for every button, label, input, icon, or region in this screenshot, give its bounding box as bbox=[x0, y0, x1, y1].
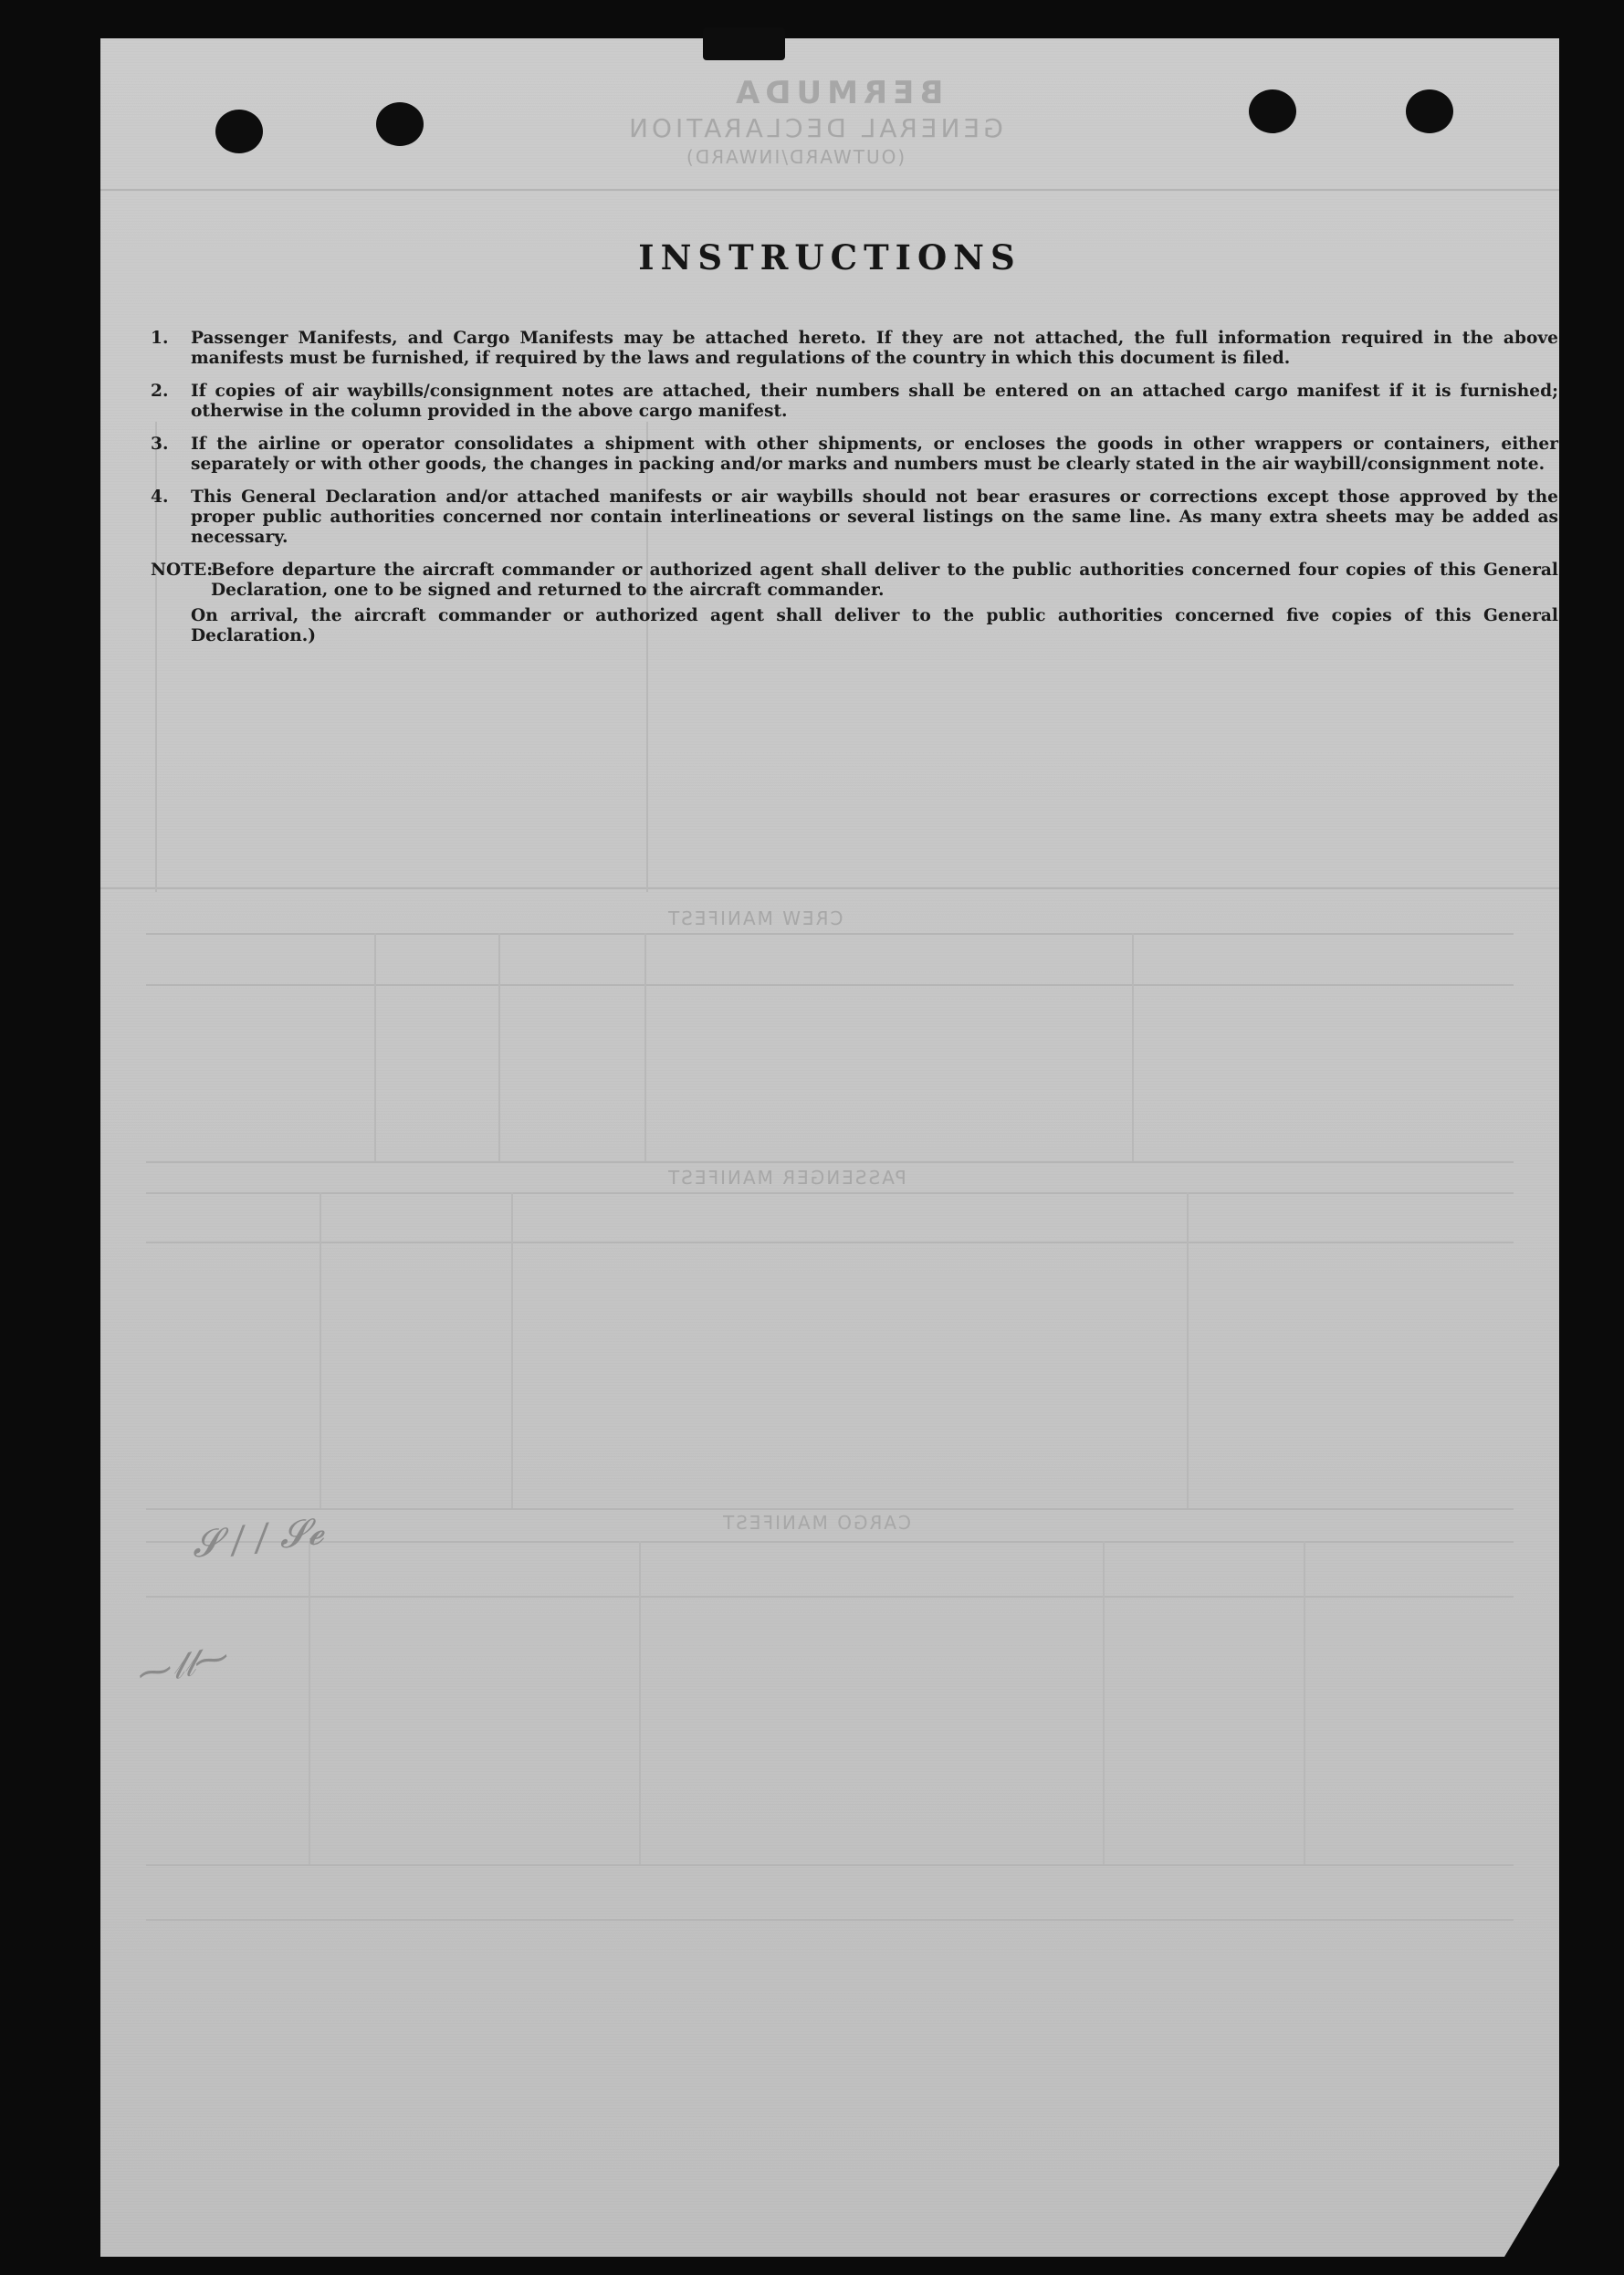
handwritten-signature: ⁓𝓁𝓁⁓ bbox=[133, 1635, 233, 1695]
bleed-column-rule bbox=[1103, 1541, 1105, 1864]
bleed-rule bbox=[146, 1242, 1514, 1243]
handwritten-mark: 𝓢 ∕ ∕ 𝓢𝓮 bbox=[189, 1510, 326, 1567]
bleed-rule bbox=[146, 1919, 1514, 1921]
torn-notch bbox=[703, 27, 785, 60]
instruction-item bbox=[151, 435, 1558, 475]
bleed-rule bbox=[146, 1161, 1514, 1163]
bleed-rule bbox=[146, 1596, 1514, 1598]
instruction-text: If copies of air waybills/consignment notes are attached, their numbers shall be entered on an attached cargo manifest if it is furnished; otherwise in the column provided in the above cargo manifest. bbox=[191, 382, 1558, 421]
bleed-column-rule bbox=[511, 1192, 513, 1508]
instruction-text: This General Declaration and/or attached manifests or air waybills should not bear erasures or corrections except those approved by the proper public authorities concerned nor contain interlineations or several listings on the same line. As many extra sheets may be added as necessary. bbox=[191, 488, 1558, 547]
folded-corner bbox=[1504, 2165, 1559, 2257]
bleed-column-rule bbox=[374, 933, 376, 1161]
instruction-number: 2. bbox=[151, 382, 169, 401]
punch-hole-left-1 bbox=[215, 110, 263, 153]
note-indent bbox=[151, 606, 191, 646]
document-sheet bbox=[100, 38, 1559, 2257]
bleed-passenger-manifest: PASSENGER MANIFEST bbox=[666, 1167, 906, 1189]
bleed-column-rule bbox=[1132, 933, 1134, 1161]
bleed-rule bbox=[146, 933, 1514, 935]
instruction-item bbox=[151, 382, 1558, 422]
instruction-text: Passenger Manifests, and Cargo Manifests may be attached hereto. If they are not attached, the full information required in the above manifests must be furnished, if required by the laws and regulations of the country in which this document is filed. bbox=[191, 329, 1558, 368]
note-label: NOTE: bbox=[151, 561, 214, 580]
note-block bbox=[151, 561, 1558, 601]
punch-hole-right-2 bbox=[1406, 89, 1453, 133]
bleed-rule bbox=[100, 887, 1559, 889]
instruction-text: If the airline or operator consolidates a shipment with other shipments, or encloses the goods in other wrappers or containers, either separately or with other goods, the changes in packing and/or marks and numbers must be clearly stated in the air waybill/consignment note. bbox=[191, 435, 1558, 474]
note-paragraph-1: Before departure the aircraft commander or authorized agent shall deliver to the public authorities concerned four copies of this General Declaration, one to be signed and returned to the aircraft commander. bbox=[211, 561, 1558, 600]
bleed-column-rule bbox=[1187, 1192, 1189, 1508]
instruction-number: 4. bbox=[151, 488, 169, 507]
bleed-column-rule bbox=[644, 933, 646, 1161]
instruction-number: 1. bbox=[151, 329, 169, 348]
bleed-rule bbox=[146, 1541, 1514, 1543]
bleed-cargo-manifest: CARGO MANIFEST bbox=[721, 1512, 911, 1534]
bleed-heading-1: BERMUDA bbox=[730, 75, 944, 111]
bleed-rule bbox=[146, 1192, 1514, 1194]
bleed-column-rule bbox=[498, 933, 500, 1161]
note-paragraph-2: On arrival, the aircraft commander or authorized agent shall deliver to the public authorities concerned five copies of this General Declaration.) bbox=[191, 606, 1558, 645]
bleed-rule bbox=[100, 189, 1559, 191]
punch-hole-right-1 bbox=[1249, 89, 1296, 133]
bleed-rule bbox=[146, 984, 1514, 986]
bleed-column-rule bbox=[639, 1541, 641, 1864]
bleed-column-rule bbox=[1304, 1541, 1305, 1864]
instruction-item bbox=[151, 329, 1558, 369]
bleed-column-rule bbox=[309, 1541, 310, 1864]
bleed-column-rule bbox=[320, 1192, 321, 1508]
punch-hole-left-2 bbox=[376, 102, 424, 146]
instruction-item bbox=[151, 488, 1558, 548]
bleed-heading-2: GENERAL DECLARATION bbox=[625, 113, 1003, 143]
instructions-block bbox=[151, 329, 1558, 652]
bleed-rule bbox=[146, 1508, 1514, 1510]
bleed-crew-manifest: CREW MANIFEST bbox=[666, 907, 843, 929]
bleed-rule bbox=[146, 1864, 1514, 1866]
page-title: INSTRUCTIONS bbox=[638, 237, 1022, 278]
bleed-heading-3: (OUTWARD/INWARD) bbox=[685, 146, 906, 168]
note-block-2 bbox=[151, 606, 1558, 646]
instruction-number: 3. bbox=[151, 435, 169, 454]
